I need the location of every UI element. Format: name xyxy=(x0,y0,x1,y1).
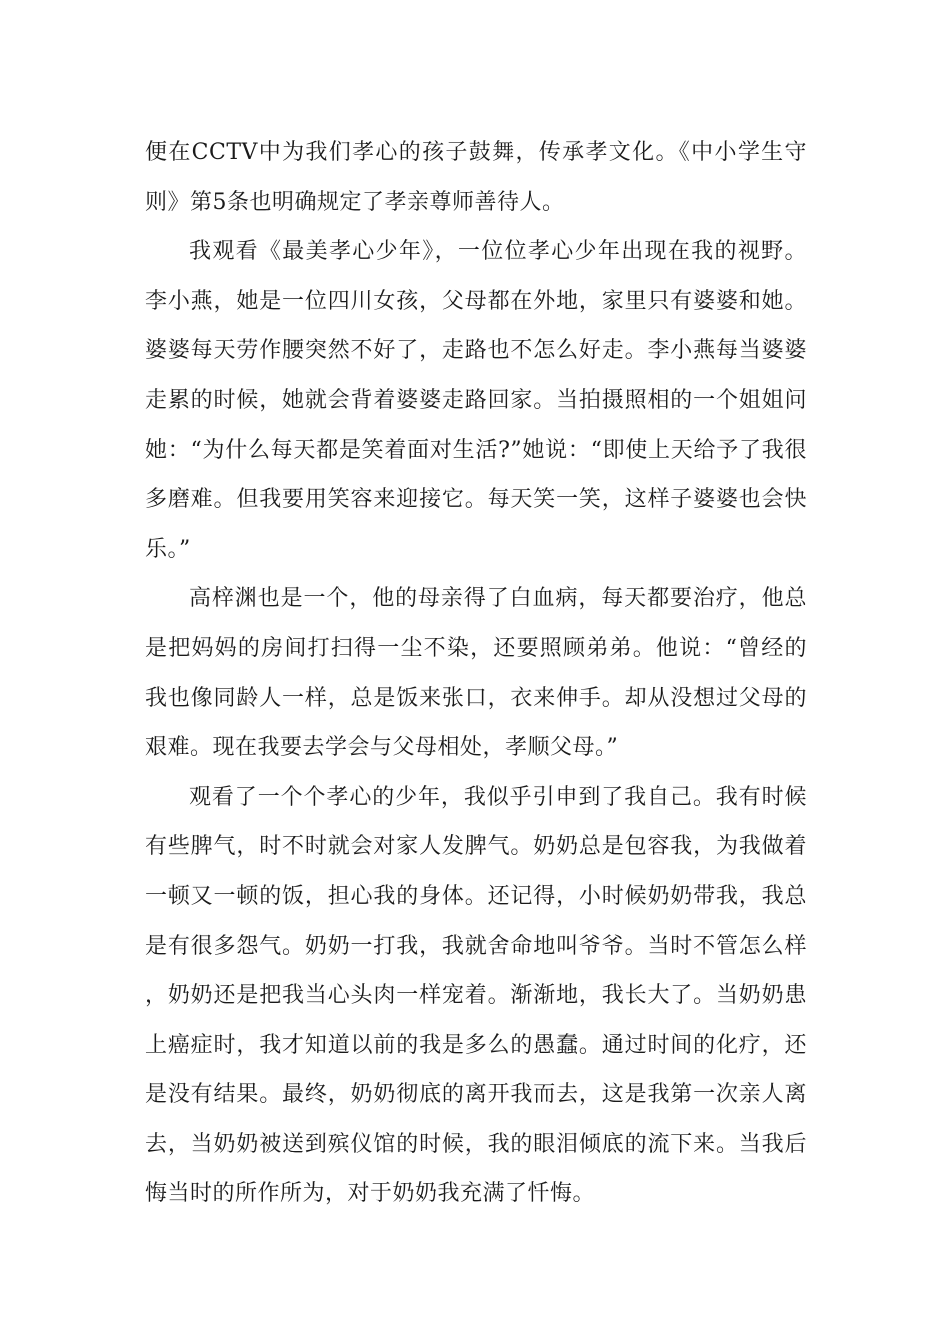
paragraph-2: 我观看《最美孝心少年》，一位位孝心少年出现在我的视野。李小燕，她是一位四川女孩，父母都在外地，家里只有婆婆和她。婆婆每天劳作腰突然不好了，走路也不怎么好走。李小燕每当婆婆走累的时候，她就会背着婆婆走路回家。当拍摄照相的一个姐姐问她：“为什么每天都是笑着面对生活?”她说：“即使上天给予了我很多磨难。但我要用笑容来迎接它。每天笑一笑，这样子婆婆也会快乐。” xyxy=(145,239,807,562)
paragraph-3: 高梓渊也是一个，他的母亲得了白血病，每天都要治疗，他总是把妈妈的房间打扫得一尘不染，还要照顾弟弟。他说：“曾经的我也像同龄人一样，总是饭来张口，衣来伸手。却从没想过父母的艰难。现在我要去学会与父母相处，孝顺父母。” xyxy=(145,586,807,761)
paragraph-1: 便在CCTV中为我们孝心的孩子鼓舞，传承孝文化。《中小学生守则》第5条也明确规定了孝亲尊师善待人。 xyxy=(145,140,807,215)
document-body xyxy=(145,128,807,1219)
paragraph-4: 观看了一个个孝心的少年，我似乎引申到了我自己。我有时候有些脾气，时不时就会对家人发脾气。奶奶总是包容我，为我做着一顿又一顿的饭，担心我的身体。还记得，小时候奶奶带我，我总是有很多怨气。奶奶一打我，我就舍命地叫爷爷。当时不管怎么样，奶奶还是把我当心头肉一样宠着。渐渐地，我长大了。当奶奶患上癌症时，我才知道以前的我是多么的愚蠢。通过时间的化疗，还是没有结果。最终，奶奶彻底的离开我而去，这是我第一次亲人离去，当奶奶被送到殡仪馆的时候，我的眼泪倾底的流下来。当我后悔当时的所作所为，对于奶奶我充满了忏悔。 xyxy=(145,784,807,1207)
